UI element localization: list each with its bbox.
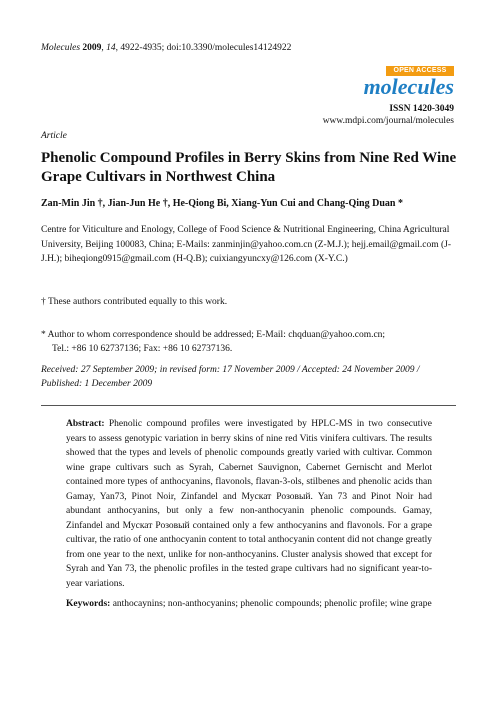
article-title: Phenolic Compound Profiles in Berry Skins from Nine Red Wine Grape Cultivars in Northwest China <box>41 150 457 185</box>
author-list: Zan-Min Jin †, Jian-Jun He †, He-Qiong Bi, Xiang-Yun Cui and Chang-Qing Duan * <box>41 198 403 209</box>
abstract-label: Abstract: <box>66 419 105 429</box>
equal-contribution-note: † These authors contributed equally to this work. <box>41 297 228 307</box>
abstract <box>66 417 432 591</box>
citation-volume: 14 <box>106 43 116 53</box>
keywords-label: Keywords: <box>66 599 111 609</box>
divider <box>41 405 456 406</box>
affiliation: Centre for Viticulture and Enology, College of Food Science & Nutritional Engineering, China Agricultural University, Beijing 100083, China; E-Mails: zanminjin@yahoo.com.cn (Z-M.J.); hejj.email@gmail.com (J-J.H.); biheqiong0915@gmail.com (H-Q.B); cuixiangyuncxy@126.com (X-Y.C.) <box>41 225 452 264</box>
keywords-text: anthocaynins; non-anthocyanins; phenolic compounds; phenolic profile; wine grape <box>110 599 432 609</box>
citation-year: 2009 <box>82 43 102 53</box>
journal-citation: Molecules 2009, 14, 4922-4935; doi:10.3390/molecules14124922 <box>41 43 292 53</box>
publication-dates: Received: 27 September 2009; in revised form: 17 November 2009 / Accepted: 24 November 2009 / Published: 1 December 2009 <box>41 365 420 389</box>
abstract-text: Phenolic compound profiles were investigated by HPLC-MS in two consecutive years to assess genotypic variation in berry skins of nine red Vitis vinifera cultivars. The results showed that the types and levels of phenolic compounds greatly varied with cultivar. Common wine grape cultivars such as Syrah, Cabernet Sauvignon, Cabernet Gernischt and Merlot contained more types of anthocyanins, flavonols, flavan-3-ols, stilbenes and phenolic acids than Gamay, Yan73, Pinot Noir, Zinfandel and Мускат Розовый. Yan 73 and Pinot Noir had abundant anthocyanins, but only a few non-anthocyanin phenolic compounds. Gamay, Zinfandel and Мускат Розовый contained only a few anthocyanins and flavonols. For a grape cultivar, the ratio of one anthocyanin content to total anthocyanin content did not change greatly from one year to the next, unlike for non-anthocyanins. Cluster analysis showed that except for Syrah and Yan 73, the phenolic profiles in the tested grape cultivars had no significant year-to-year variations. <box>66 419 432 589</box>
correspondence-line-2: Tel.: +86 10 62737136; Fax: +86 10 62737136. <box>52 344 233 354</box>
open-access-badge: OPEN ACCESS <box>386 66 454 76</box>
journal-url[interactable]: www.mdpi.com/journal/molecules <box>322 116 454 126</box>
issn: ISSN 1420-3049 <box>389 104 454 114</box>
citation-tail: , 4922-4935; doi:10.3390/molecules14124922 <box>115 43 292 53</box>
correspondence-line-1: * Author to whom correspondence should be addressed; E-Mail: chqduan@yahoo.com.cn; <box>41 330 386 340</box>
keywords <box>66 597 432 612</box>
correspondence-note <box>41 328 461 356</box>
article-type: Article <box>41 131 67 141</box>
citation-journal: Molecules <box>41 43 81 53</box>
journal-logo-text: molecules <box>363 74 454 99</box>
